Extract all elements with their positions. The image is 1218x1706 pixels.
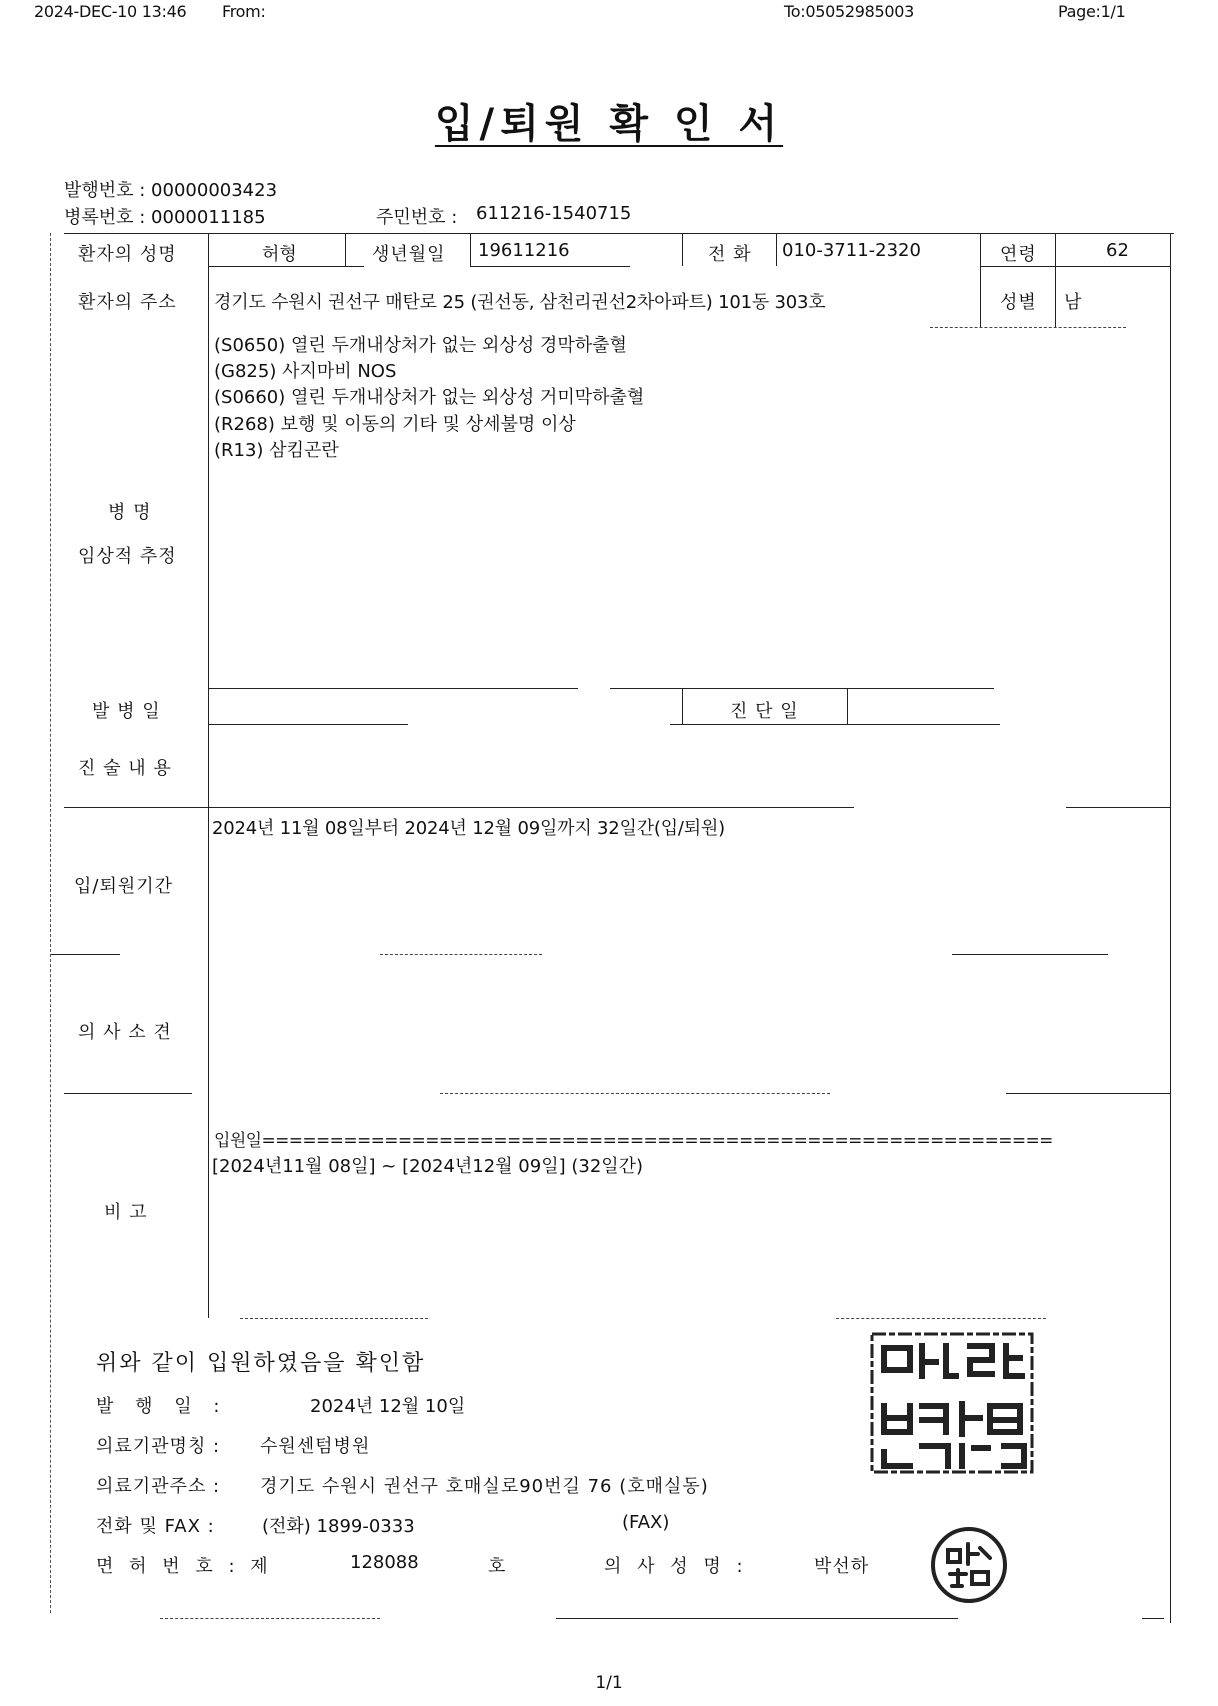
hospital-name: 수원센텀병원 xyxy=(260,1436,371,1457)
diagnosis-item: (G825) 사지마비 NOS xyxy=(214,361,397,382)
hospital-name-label: 의료기관명칭 : xyxy=(96,1436,221,1457)
patient-name: 허형 xyxy=(262,244,297,265)
issue-date-label: 발 행 일 : xyxy=(96,1396,228,1417)
fax-datetime: 2024-DEC-10 13:46 xyxy=(34,2,187,21)
remarks-line-2: [2024년11월 08일] ~ [2024년12월 09일] (32일간) xyxy=(212,1156,644,1177)
patient-age: 62 xyxy=(1106,240,1129,261)
sex-label: 성별 xyxy=(1000,292,1037,313)
hospital-address: 경기도 수원시 권선구 호매실로90번길 76 (호매실동) xyxy=(260,1476,709,1497)
patient-phone: 010-3711-2320 xyxy=(782,240,921,261)
patient-name-label: 환자의 성명 xyxy=(78,244,177,265)
diagnosis-item: (S0650) 열린 두개내상처가 없는 외상성 경막하출혈 xyxy=(214,335,627,356)
hospital-fax: (FAX) xyxy=(622,1512,670,1533)
confirmation-text: 위와 같이 입원하였음을 확인함 xyxy=(96,1351,426,1376)
birth-date: 19611216 xyxy=(478,240,570,261)
remarks-line-1: 입원일========================================================== xyxy=(214,1131,1053,1151)
diagnosis-item: (R268) 보행 및 이동의 기타 및 상세불명 이상 xyxy=(214,414,576,435)
patient-sex: 남 xyxy=(1064,292,1082,313)
resident-number-label: 주민번호 : xyxy=(376,207,458,228)
diagnosis-date-label: 진 단 일 xyxy=(730,701,799,722)
issue-date: 2024년 12월 10일 xyxy=(310,1396,466,1417)
age-label: 연령 xyxy=(1000,244,1037,265)
statement-label: 진 술 내 용 xyxy=(78,758,172,779)
stay-period-label: 입/퇴원기간 xyxy=(74,876,174,897)
patient-address: 경기도 수원시 권선구 매탄로 25 (권선동, 삼천리권선2차아파트) 101동 303호 xyxy=(214,292,826,313)
fax-to: To:05052985003 xyxy=(784,2,915,21)
license-number: 128088 xyxy=(350,1552,419,1573)
diagnosis-item: (S0660) 열린 두개내상처가 없는 외상성 거미막하출혈 xyxy=(214,387,645,408)
license-label: 면 허 번 호 : 제 xyxy=(96,1556,273,1577)
hospital-seal-stamp xyxy=(866,1328,1038,1478)
page-number: 1/1 xyxy=(595,1673,623,1693)
clinical-estimate-label: 임상적 추정 xyxy=(78,546,177,567)
registration-number: 병록번호 : 0000011185 xyxy=(64,207,266,228)
resident-number: 611216-1540715 xyxy=(476,203,632,224)
doctor-name: 박선하 xyxy=(814,1556,870,1577)
issue-number: 발행번호 : 00000003423 xyxy=(64,180,278,201)
doctor-name-label: 의 사 성 명 : xyxy=(604,1556,748,1577)
doctor-opinion-label: 의 사 소 견 xyxy=(78,1022,172,1043)
diagnosis-item: (R13) 삼킴곤란 xyxy=(214,440,339,461)
phone-fax-label: 전화 및 FAX : xyxy=(96,1516,215,1537)
onset-date-label: 발 병 일 xyxy=(92,701,161,722)
hospital-phone: (전화) 1899-0333 xyxy=(262,1516,415,1537)
birth-date-label: 생년월일 xyxy=(372,244,446,265)
disease-label: 병 명 xyxy=(108,502,152,523)
phone-label: 전 화 xyxy=(708,244,752,265)
fax-from: From: xyxy=(222,2,266,21)
document-title: 입/퇴원 확 인 서 xyxy=(434,101,784,147)
remarks-label: 비 고 xyxy=(104,1202,148,1223)
fax-page: Page:1/1 xyxy=(1058,2,1126,21)
stay-period: 2024년 11월 08일부터 2024년 12월 09일까지 32일간(입/퇴원) xyxy=(212,818,725,839)
doctor-seal-stamp xyxy=(928,1524,1010,1606)
address-label: 환자의 주소 xyxy=(78,292,177,313)
hospital-address-label: 의료기관주소 : xyxy=(96,1476,221,1497)
license-suffix: 호 xyxy=(488,1556,507,1577)
